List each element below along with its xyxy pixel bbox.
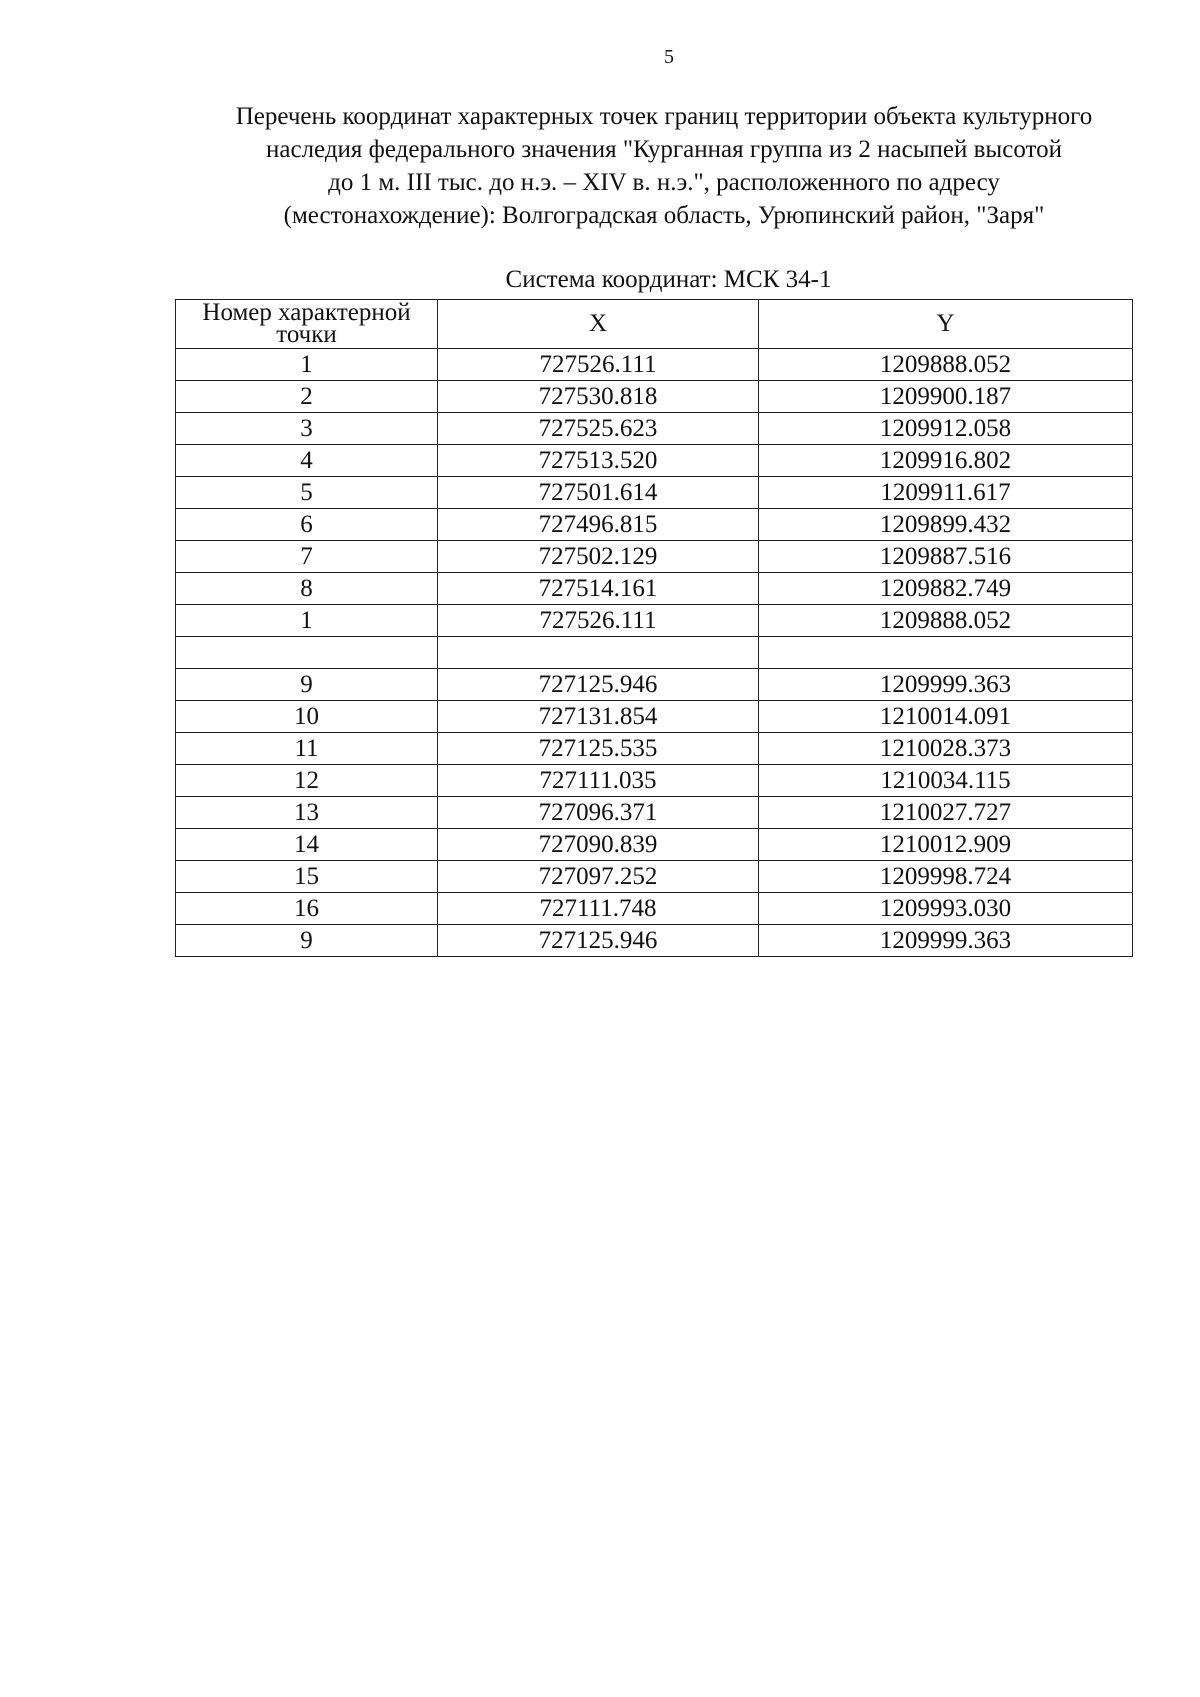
table-row bbox=[176, 925, 1133, 957]
cell-x: 727125.535 bbox=[438, 733, 759, 765]
title-line: до 1 м. III тыс. до н.э. – XIV в. н.э.", расположенного по адресу bbox=[328, 169, 1000, 196]
cell-y: 1209887.516 bbox=[759, 541, 1133, 573]
cell-x: 727496.815 bbox=[438, 509, 759, 541]
cell-point-number: 4 bbox=[176, 445, 438, 477]
cell-point-number: 6 bbox=[176, 509, 438, 541]
table-row bbox=[176, 605, 1133, 637]
page-number: 5 bbox=[664, 46, 674, 68]
cell-point-number: 15 bbox=[176, 861, 438, 893]
table-row bbox=[176, 893, 1133, 925]
cell-y: 1210028.373 bbox=[759, 733, 1133, 765]
table-row bbox=[176, 765, 1133, 797]
table-row bbox=[176, 669, 1133, 701]
cell-x: 727525.623 bbox=[438, 413, 759, 445]
cell-point-number: 3 bbox=[176, 413, 438, 445]
table-row bbox=[176, 701, 1133, 733]
document-title bbox=[160, 100, 1168, 232]
cell-y: 1209999.363 bbox=[759, 925, 1133, 957]
cell-y: 1209900.187 bbox=[759, 381, 1133, 413]
cell-point-number bbox=[176, 637, 438, 669]
cell-x: 727530.818 bbox=[438, 381, 759, 413]
header-x: X bbox=[438, 300, 759, 349]
table-row bbox=[176, 509, 1133, 541]
coordinate-system-caption: Система координат: МСК 34-1 bbox=[505, 266, 832, 293]
cell-x: 727502.129 bbox=[438, 541, 759, 573]
cell-x: 727514.161 bbox=[438, 573, 759, 605]
header-point-number bbox=[176, 300, 438, 349]
cell-x: 727513.520 bbox=[438, 445, 759, 477]
cell-y: 1209998.724 bbox=[759, 861, 1133, 893]
cell-x: 727111.748 bbox=[438, 893, 759, 925]
coordinates-table bbox=[175, 299, 1133, 957]
cell-point-number: 7 bbox=[176, 541, 438, 573]
cell-x: 727526.111 bbox=[438, 349, 759, 381]
header-point-number-line2: точки bbox=[276, 321, 337, 348]
cell-x: 727111.035 bbox=[438, 765, 759, 797]
cell-y: 1209911.617 bbox=[759, 477, 1133, 509]
cell-point-number: 2 bbox=[176, 381, 438, 413]
table-row bbox=[176, 381, 1133, 413]
cell-point-number: 9 bbox=[176, 925, 438, 957]
cell-x: 727125.946 bbox=[438, 669, 759, 701]
table-row bbox=[176, 797, 1133, 829]
table-row bbox=[176, 349, 1133, 381]
title-line: Перечень координат характерных точек границ территории объекта культурного bbox=[235, 103, 1093, 130]
cell-point-number: 12 bbox=[176, 765, 438, 797]
cell-y: 1209999.363 bbox=[759, 669, 1133, 701]
cell-y: 1209993.030 bbox=[759, 893, 1133, 925]
cell-x: 727526.111 bbox=[438, 605, 759, 637]
cell-y: 1210012.909 bbox=[759, 829, 1133, 861]
table-row bbox=[176, 413, 1133, 445]
cell-y bbox=[759, 637, 1133, 669]
cell-point-number: 1 bbox=[176, 349, 438, 381]
cell-x: 727097.252 bbox=[438, 861, 759, 893]
cell-point-number: 16 bbox=[176, 893, 438, 925]
cell-y: 1210034.115 bbox=[759, 765, 1133, 797]
cell-point-number: 5 bbox=[176, 477, 438, 509]
table-row bbox=[176, 541, 1133, 573]
cell-point-number: 1 bbox=[176, 605, 438, 637]
cell-point-number: 14 bbox=[176, 829, 438, 861]
cell-y: 1210014.091 bbox=[759, 701, 1133, 733]
cell-y: 1209916.802 bbox=[759, 445, 1133, 477]
cell-point-number: 10 bbox=[176, 701, 438, 733]
cell-y: 1209888.052 bbox=[759, 605, 1133, 637]
table-header-row bbox=[176, 300, 1133, 349]
cell-x: 727125.946 bbox=[438, 925, 759, 957]
table-row-separator bbox=[176, 637, 1133, 669]
cell-x bbox=[438, 637, 759, 669]
cell-point-number: 13 bbox=[176, 797, 438, 829]
title-line: (местонахождение): Волгоградская область, Урюпинский район, "Заря" bbox=[283, 202, 1045, 229]
table-row bbox=[176, 733, 1133, 765]
cell-x: 727131.854 bbox=[438, 701, 759, 733]
table-row bbox=[176, 861, 1133, 893]
cell-x: 727090.839 bbox=[438, 829, 759, 861]
cell-point-number: 8 bbox=[176, 573, 438, 605]
cell-y: 1209888.052 bbox=[759, 349, 1133, 381]
cell-y: 1209882.749 bbox=[759, 573, 1133, 605]
table-row bbox=[176, 573, 1133, 605]
cell-point-number: 9 bbox=[176, 669, 438, 701]
cell-y: 1209912.058 bbox=[759, 413, 1133, 445]
cell-x: 727501.614 bbox=[438, 477, 759, 509]
cell-y: 1210027.727 bbox=[759, 797, 1133, 829]
header-y: Y bbox=[759, 300, 1133, 349]
table-row bbox=[176, 477, 1133, 509]
cell-y: 1209899.432 bbox=[759, 509, 1133, 541]
cell-x: 727096.371 bbox=[438, 797, 759, 829]
cell-point-number: 11 bbox=[176, 733, 438, 765]
table-row bbox=[176, 445, 1133, 477]
title-line: наследия федерального значения "Курганная группа из 2 насыпей высотой bbox=[266, 136, 1062, 163]
table-row bbox=[176, 829, 1133, 861]
header-point-number-line1: Номер характерной bbox=[202, 299, 411, 326]
